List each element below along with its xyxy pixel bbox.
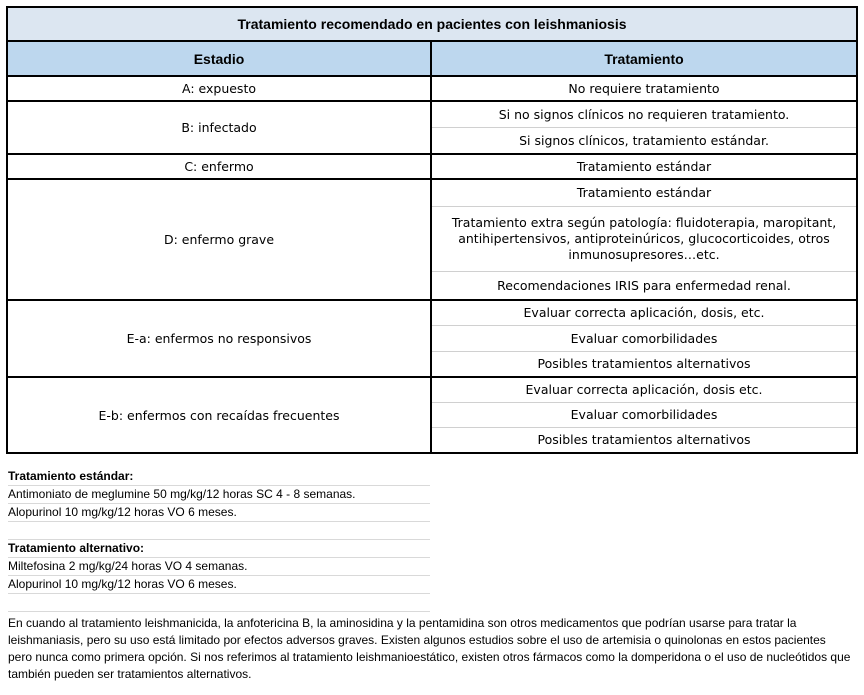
table-row [7, 377, 857, 453]
standard-item: Antimoniato de meglumine 50 mg/kg/12 horas SC 4 - 8 semanas. [8, 486, 430, 504]
treatment-line: Evaluar comorbilidades [432, 402, 856, 427]
table-row [7, 179, 857, 300]
header-stage: Estadio [7, 41, 431, 76]
treatment-line: Tratamiento extra según patología: fluidoterapia, maropitant, antihipertensivos, antiproteinúricos, glucocorticoides, otros inmunosupresores…etc. [432, 206, 856, 271]
treatment-notes [8, 468, 430, 612]
header-treatment: Tratamiento [431, 41, 857, 76]
stage-cell: B: infectado [7, 101, 431, 154]
explanatory-paragraph: En cuando al tratamiento leishmanicida, la anfotericina B, la aminosidina y la pentamidina son otros medicamentos que podrían usarse para tratar la leishmaniasis, pero su uso está limitado por efectos adversos graves. Existen algunos estudios sobre el uso de artemisia o quinolonas en estos pacientes pero nunca como primera opción. Si nos referimos al tratamiento leishmanioestático, existen otros fármacos como la domperidona o el uso de nucleótidos que también pueden ser tratamientos alternativos. [8, 616, 851, 681]
stage-cell: E-b: enfermos con recaídas frecuentes [7, 377, 431, 453]
treatment-cell [431, 377, 857, 453]
alternative-item: Alopurinol 10 mg/kg/12 horas VO 6 meses. [8, 576, 430, 594]
alternative-item: Miltefosina 2 mg/kg/24 horas VO 4 semanas. [8, 558, 430, 576]
treatment-cell [431, 76, 857, 101]
treatment-line: Evaluar correcta aplicación, dosis, etc. [523, 305, 765, 320]
standard-item: Alopurinol 10 mg/kg/12 horas VO 6 meses. [8, 504, 430, 522]
table-title: Tratamiento recomendado en pacientes con leishmaniosis [7, 7, 857, 41]
treatment-table [6, 6, 858, 454]
stage-cell: A: expuesto [7, 76, 431, 101]
treatment-cell [431, 300, 857, 377]
notes-spacer [8, 522, 430, 540]
treatment-line: Tratamiento estándar [576, 185, 712, 200]
treatment-line: Si signos clínicos, tratamiento estándar. [432, 127, 856, 153]
treatment-line: Evaluar correcta aplicación, dosis etc. [525, 382, 763, 397]
treatment-line: Si no signos clínicos no requieren tratamiento. [498, 106, 790, 122]
treatment-line: No requiere tratamiento [568, 80, 720, 96]
stage-cell: C: enfermo [7, 154, 431, 179]
table-row [7, 300, 857, 377]
treatment-cell [431, 101, 857, 154]
table-row [7, 76, 857, 101]
notes-spacer [8, 594, 430, 612]
stage-cell: D: enfermo grave [7, 179, 431, 300]
treatment-line: Recomendaciones IRIS para enfermedad renal. [432, 271, 856, 299]
treatment-line: Posibles tratamientos alternativos [432, 427, 856, 452]
treatment-cell [431, 179, 857, 300]
stage-cell: E-a: enfermos no responsivos [7, 300, 431, 377]
table-row [7, 154, 857, 179]
treatment-line: Posibles tratamientos alternativos [432, 351, 856, 376]
treatment-line: Tratamiento estándar [576, 158, 712, 174]
treatment-table-container [6, 6, 856, 454]
treatment-cell [431, 154, 857, 179]
standard-heading: Tratamiento estándar: [8, 468, 430, 486]
table-row [7, 101, 857, 154]
alternative-heading: Tratamiento alternativo: [8, 540, 430, 558]
treatment-line: Evaluar comorbilidades [432, 325, 856, 351]
